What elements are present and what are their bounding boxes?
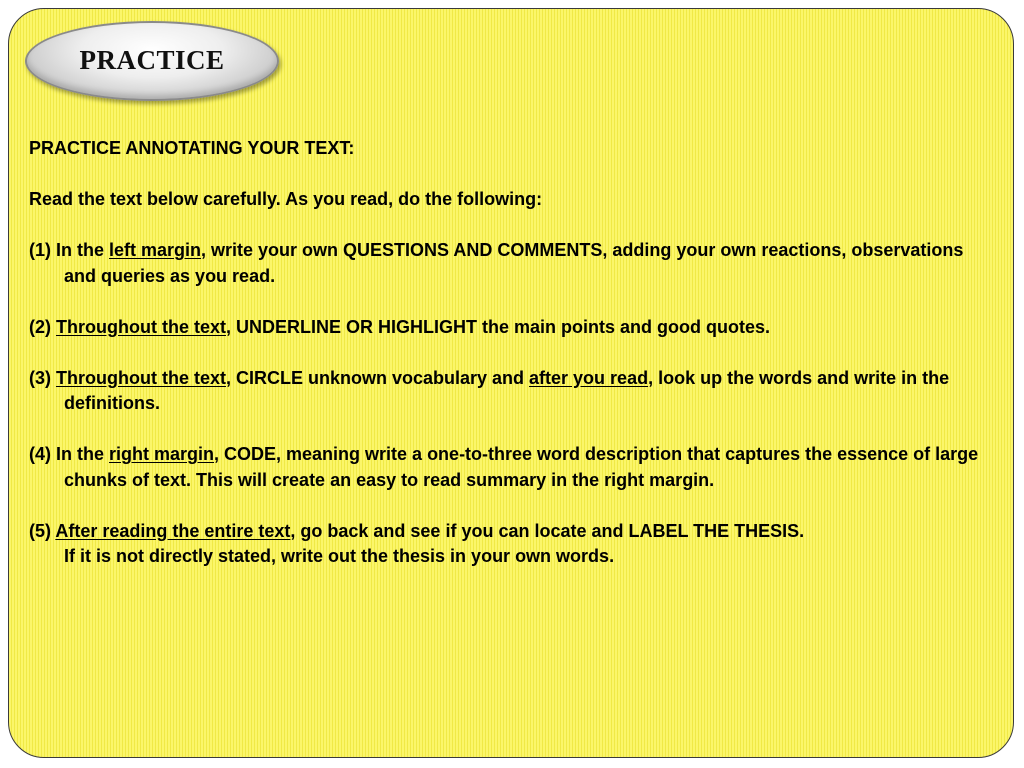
intro-text: Read the text below carefully. As you read, do the following:	[29, 189, 543, 209]
item-text: , CIRCLE unknown vocabulary and	[225, 367, 530, 388]
item-underlined-phrase: after you read	[529, 367, 649, 388]
item-text: In the	[56, 240, 109, 260]
item-underlined-phrase: Throughout the text	[56, 316, 226, 337]
intro-line	[29, 187, 999, 213]
list-item	[29, 366, 999, 417]
list-item	[29, 315, 999, 341]
item-text: , CODE, meaning write a one-to-three word description that captures the essence of large chunks of text. This will create an easy to read summary in the right margin.	[64, 444, 979, 490]
item-number: (3)	[29, 367, 56, 388]
item-underlined-phrase: left margin	[109, 240, 202, 260]
item-number: (2)	[29, 316, 56, 337]
item-text: In the	[56, 444, 109, 464]
item-text: , go back and see if you can locate and LABEL THE THESIS.	[290, 520, 805, 541]
item-number: (1)	[29, 240, 56, 260]
item-number: (4)	[29, 444, 56, 464]
instructions-body	[29, 136, 999, 595]
item-underlined-phrase: Throughout the text	[56, 367, 226, 388]
practice-badge	[25, 21, 279, 101]
item-text: , write your own QUESTIONS AND COMMENTS, adding your own reactions, observations and queries as you read.	[64, 240, 964, 286]
item-text: , look up the words and write in the definitions.	[64, 367, 950, 413]
heading-line	[29, 136, 999, 162]
list-item	[29, 519, 999, 570]
list-item	[29, 442, 999, 493]
item-text: If it is not directly stated, write out the thesis in your own words.	[64, 546, 615, 566]
badge-title: PRACTICE	[79, 45, 225, 75]
item-number: (5)	[29, 520, 56, 541]
item-text: , UNDERLINE OR HIGHLIGHT the main points and good quotes.	[225, 316, 770, 337]
item-underlined-phrase: right margin	[109, 444, 215, 464]
item-underlined-phrase: After reading the entire text	[55, 520, 291, 541]
slide-canvas	[8, 8, 1014, 758]
list-item	[29, 238, 999, 289]
heading-text: PRACTICE ANNOTATING YOUR TEXT:	[29, 138, 355, 158]
